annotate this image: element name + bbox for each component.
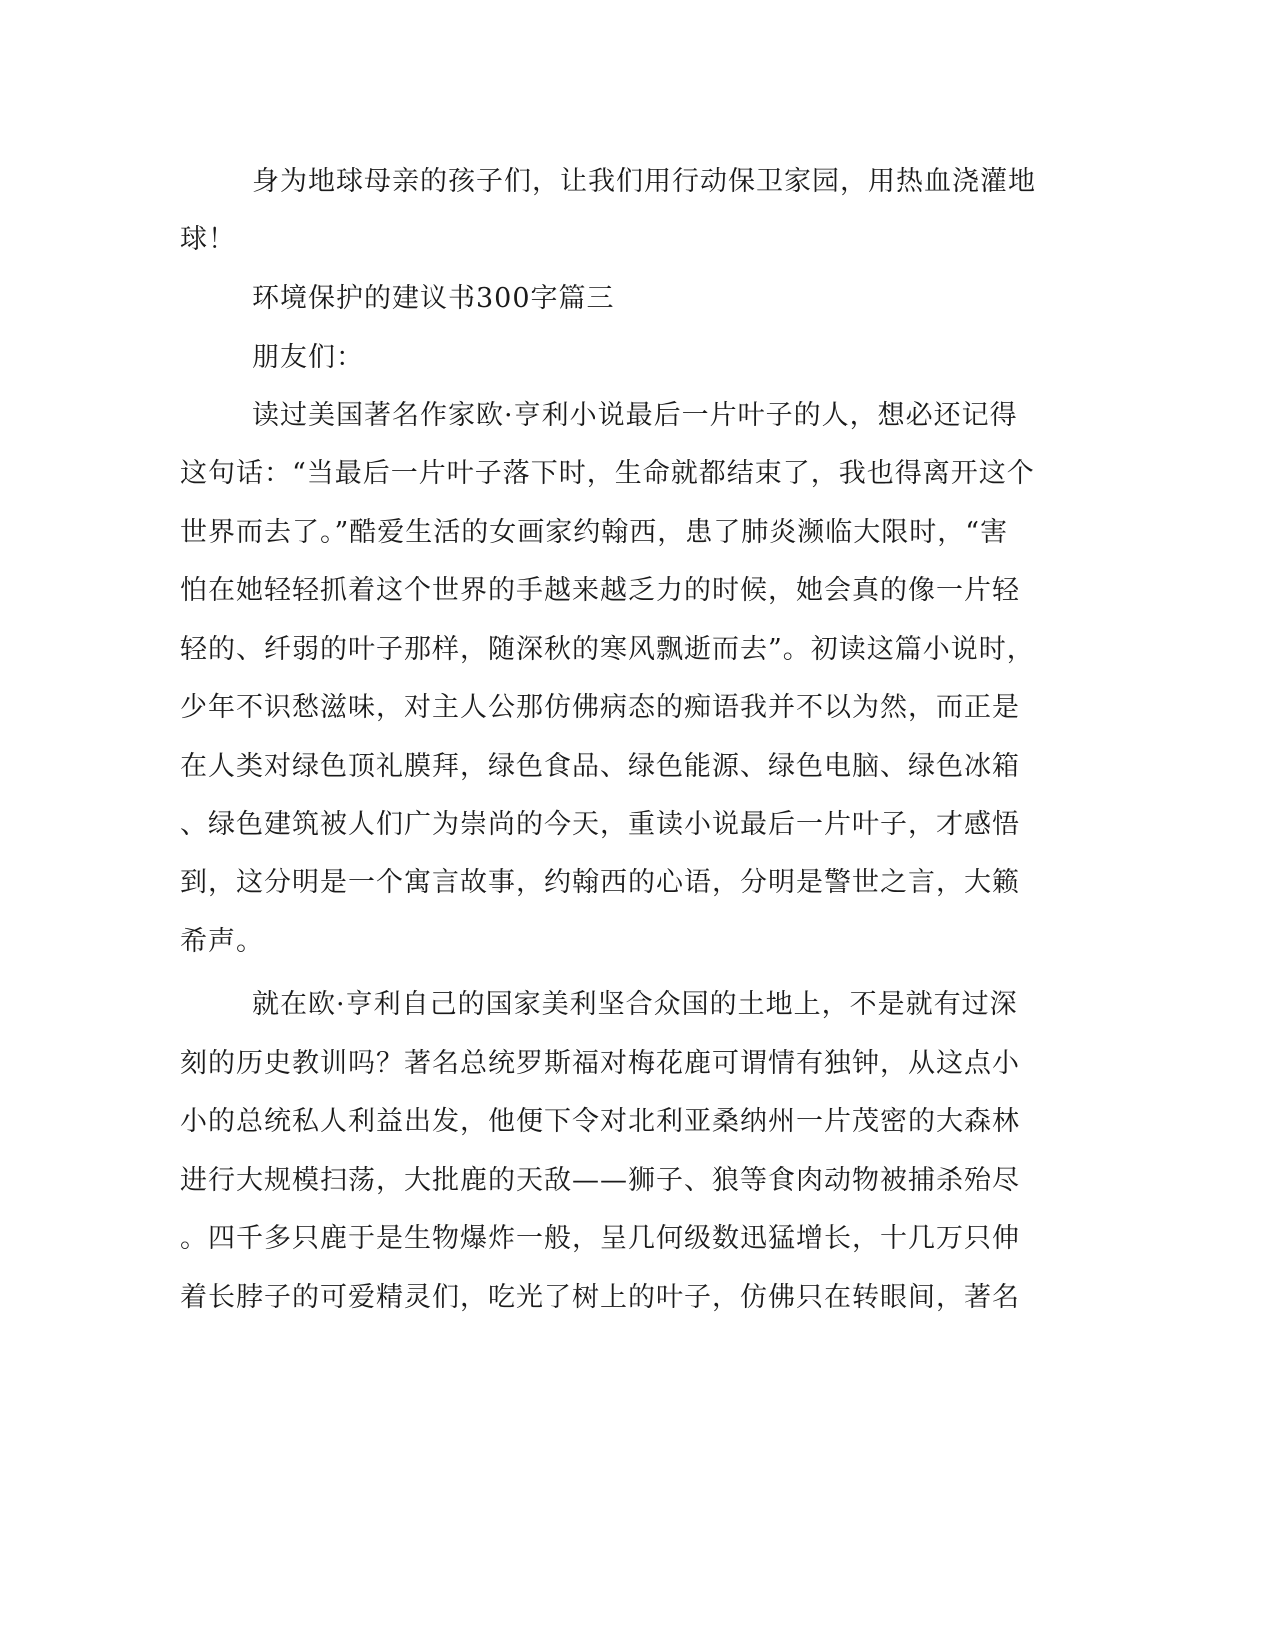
text-line: 球！ — [180, 224, 236, 255]
text-line: 在人类对绿色顶礼膜拜，绿色食品、绿色能源、绿色电脑、绿色冰箱 — [180, 751, 1020, 782]
text-line: 希声。 — [180, 926, 264, 957]
text-line: 小的总统私人利益出发，他便下令对北利亚桑纳州一片茂密的大森林 — [180, 1106, 1020, 1137]
text-line: 轻的、纤弱的叶子那样，随深秋的寒风飘逝而去”。初读这篇小说时， — [180, 634, 1035, 665]
text-line: 读过美国著名作家欧·亨利小说最后一片叶子的人，想必还记得 — [252, 400, 1018, 431]
text-line: 着长脖子的可爱精灵们，吃光了树上的叶子，仿佛只在转眼间，著名 — [180, 1282, 1020, 1313]
text-line: 怕在她轻轻抓着这个世界的手越来越乏力的时候，她会真的像一片轻 — [180, 575, 1020, 606]
text-line: 、绿色建筑被人们广为崇尚的今天，重读小说最后一片叶子，才感悟 — [180, 809, 1020, 840]
text-line: 到，这分明是一个寓言故事，约翰西的心语，分明是警世之言，大籁 — [180, 867, 1020, 898]
text-line: 这句话：“当最后一片叶子落下时，生命就都结束了，我也得离开这个 — [180, 458, 1035, 489]
text-line: 刻的历史教训吗？著名总统罗斯福对梅花鹿可谓情有独钟，从这点小 — [180, 1048, 1020, 1079]
text-line: 身为地球母亲的孩子们，让我们用行动保卫家园，用热血浇灌地 — [252, 166, 1036, 197]
text-line: 世界而去了。”酷爱生活的女画家约翰西，患了肺炎濒临大限时，“害 — [180, 517, 1009, 548]
text-line: 进行大规模扫荡，大批鹿的天敌——狮子、狼等食肉动物被捕杀殆尽 — [180, 1165, 1020, 1196]
salutation: 朋友们： — [252, 342, 364, 373]
text-line: 就在欧·亨利自己的国家美利坚合众国的土地上，不是就有过深 — [252, 989, 1018, 1020]
text-line: 少年不识愁滋味，对主人公那仿佛病态的痴语我并不以为然，而正是 — [180, 692, 1020, 723]
text-line: 。四千多只鹿于是生物爆炸一般，呈几何级数迅猛增长，十几万只伸 — [180, 1223, 1020, 1254]
section-heading: 环境保护的建议书300字篇三 — [252, 283, 615, 314]
